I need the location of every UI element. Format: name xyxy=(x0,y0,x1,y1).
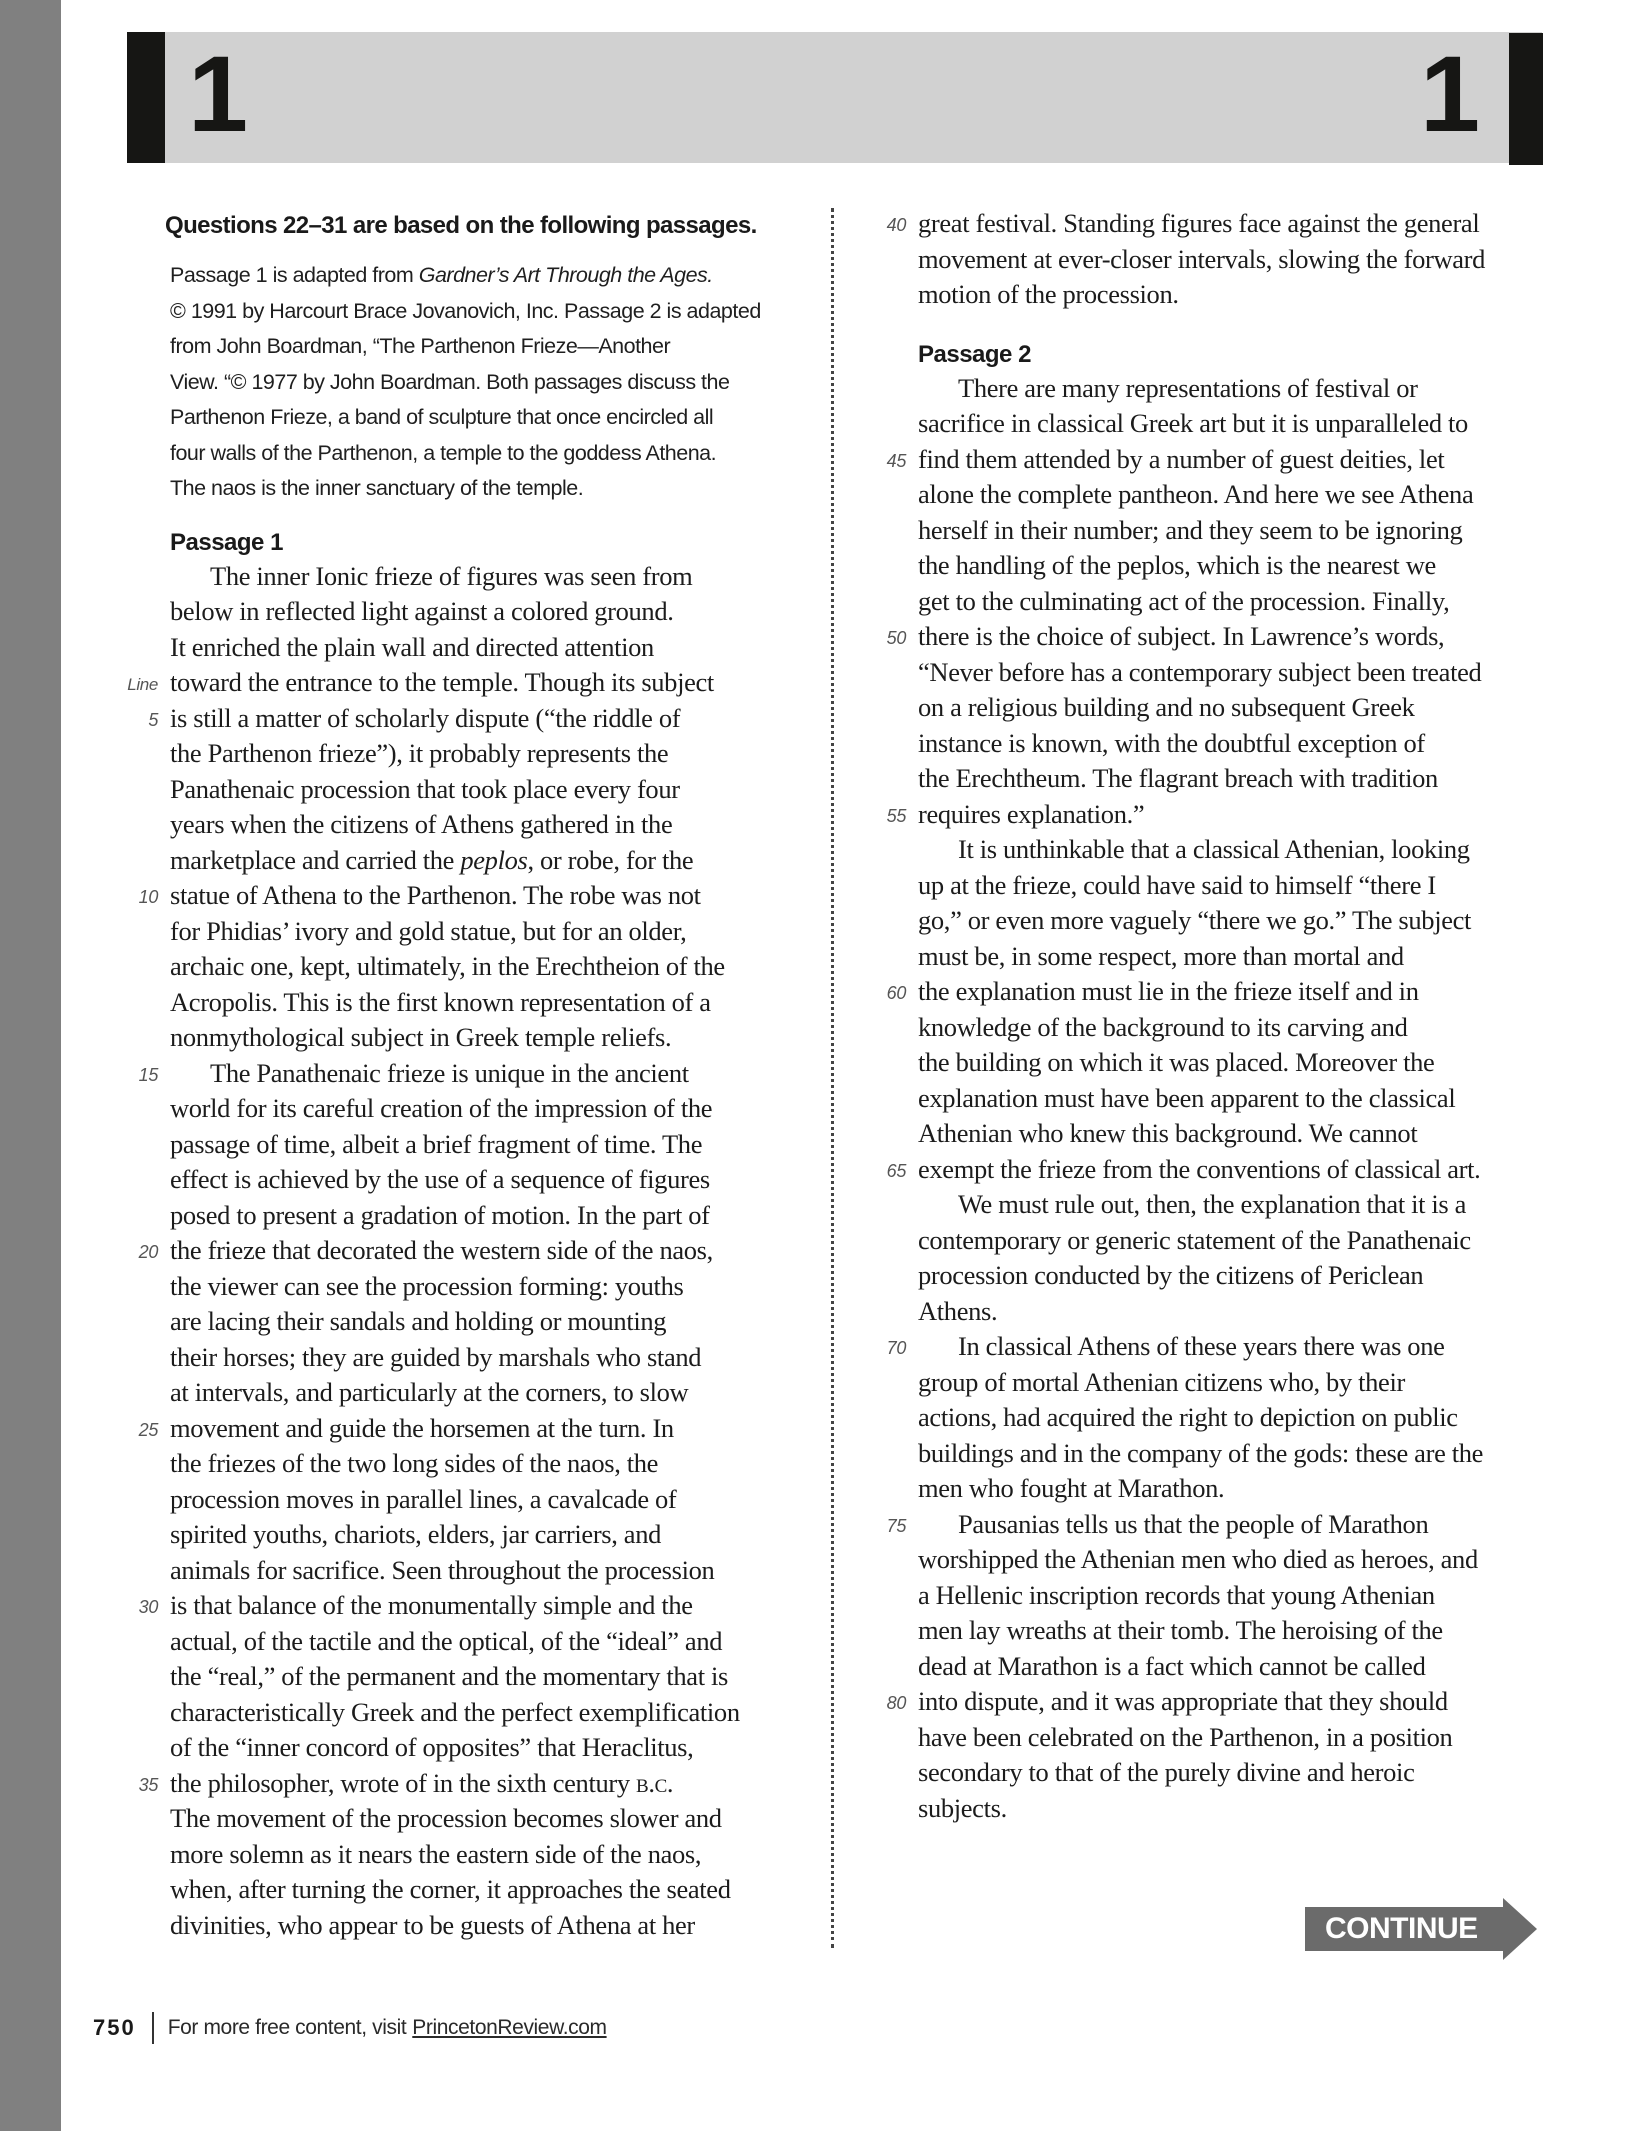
source-note-line: View. “© 1977 by John Boardman. Both passages discuss the xyxy=(170,369,730,394)
line-text: divinities, who appear to be guests of Athena at her xyxy=(170,1909,695,1940)
line-text: characteristically Greek and the perfect exemplification xyxy=(170,1696,740,1727)
passage-line xyxy=(138,1766,810,1802)
line-number: 40 xyxy=(886,215,906,235)
line-text: procession conducted by the citizens of Periclean xyxy=(918,1260,1424,1290)
source-note-line: from John Boardman, “The Parthenon Frieze—Another xyxy=(170,334,671,358)
footer-divider xyxy=(152,2012,154,2044)
passage-line xyxy=(170,1020,810,1056)
passage-line xyxy=(918,513,1558,549)
passage-line xyxy=(170,772,810,808)
line-text: Athenian who knew this background. We cannot xyxy=(918,1118,1418,1148)
passage-line xyxy=(918,726,1558,762)
line-text: toward the entrance to the temple. Though its subject xyxy=(170,667,714,697)
line-number: 50 xyxy=(886,628,906,648)
line-text: into dispute, and it was appropriate that they should xyxy=(918,1686,1448,1716)
passage-line xyxy=(138,1588,810,1624)
passage-line xyxy=(170,1127,810,1163)
passage-line xyxy=(170,1659,810,1695)
passage-line xyxy=(170,1908,810,1944)
passage-line xyxy=(918,939,1558,975)
passage-2-heading: Passage 2 xyxy=(918,340,1031,368)
passage-1-body-continued xyxy=(886,206,1558,313)
line-text: It is unthinkable that a classical Athenian, looking xyxy=(958,834,1470,864)
passage-line xyxy=(170,1801,810,1837)
passage-line xyxy=(170,1482,810,1518)
passage-line xyxy=(170,1837,810,1873)
passage-line xyxy=(918,1081,1558,1117)
passage-line xyxy=(170,1304,810,1340)
line-text: for Phidias’ ivory and gold statue, but for an older, xyxy=(170,915,687,946)
passage-line xyxy=(170,949,810,985)
passage-line xyxy=(918,1365,1558,1401)
line-text: the Parthenon frieze”), it probably represents the xyxy=(170,738,669,768)
passage-line xyxy=(918,690,1558,726)
section-number-left: 1 xyxy=(188,33,249,154)
line-text: We must rule out, then, the explanation that it is a xyxy=(958,1189,1467,1219)
passage-line xyxy=(170,559,810,595)
line-text: men who fought at Marathon. xyxy=(918,1473,1225,1503)
passage-line xyxy=(918,277,1558,313)
line-text: their horses; they are guided by marshals who stand xyxy=(170,1341,702,1372)
page-edge-strip xyxy=(0,0,61,2131)
line-text: procession moves in parallel lines, a cavalcade of xyxy=(170,1483,677,1514)
line-text: There are many representations of festival or xyxy=(958,372,1418,403)
passage-line xyxy=(918,1720,1558,1756)
passage-line xyxy=(918,1613,1558,1649)
passage-1-heading: Passage 1 xyxy=(170,528,283,556)
passage-line xyxy=(170,1375,810,1411)
line-text: requires explanation.” xyxy=(918,798,1145,829)
passage-line xyxy=(127,665,810,701)
left-column xyxy=(127,206,810,1943)
passage-line xyxy=(918,1045,1558,1081)
line-text: The inner Ionic frieze of figures was seen from xyxy=(210,560,693,591)
line-text: alone the complete pantheon. And here we see Athena xyxy=(918,479,1474,509)
line-number: 45 xyxy=(886,450,906,471)
passage-line xyxy=(886,206,1558,242)
line-text: a Hellenic inscription records that young Athenian xyxy=(918,1579,1435,1610)
line-text: archaic one, kept, ultimately, in the Erechtheion of the xyxy=(170,951,725,981)
line-text: effect is achieved by the use of a sequence of figures xyxy=(170,1164,710,1194)
passage-line xyxy=(918,761,1558,797)
passage-line xyxy=(138,1233,810,1269)
line-text: up at the frieze, could have said to himself “there I xyxy=(918,869,1436,900)
line-text: the frieze that decorated the western side of the naos, xyxy=(170,1235,713,1265)
line-text: on a religious building and no subsequent Greek xyxy=(918,692,1415,722)
section-number-right: 1 xyxy=(1420,33,1481,154)
line-text: Athens. xyxy=(918,1295,998,1326)
passage-line xyxy=(170,985,810,1021)
line-text: actual, of the tactile and the optical, of the “ideal” and xyxy=(170,1625,723,1656)
passage-line xyxy=(886,442,1558,478)
passage-line xyxy=(918,584,1558,620)
page-number: 750 xyxy=(93,2015,136,2040)
passage-line xyxy=(918,1258,1558,1294)
footer-text: For more free content, visit xyxy=(167,2016,407,2039)
line-text: worshipped the Athenian men who died as heroes, and xyxy=(918,1544,1478,1574)
line-text: the friezes of the two long sides of the naos, the xyxy=(170,1448,659,1478)
passage-line xyxy=(138,1056,810,1092)
line-number: 15 xyxy=(138,1064,158,1085)
passage-line xyxy=(918,371,1558,407)
line-text: the philosopher, wrote of in the sixth century b.c. xyxy=(170,1767,674,1798)
line-number: 80 xyxy=(886,1693,906,1713)
line-text: go,” or even more vaguely “there we go.” The subject xyxy=(918,905,1472,935)
line-text: posed to present a gradation of motion. In the part of xyxy=(170,1199,710,1230)
source-note-line: four walls of the Parthenon, a temple to the goddess Athena. xyxy=(170,440,717,465)
line-text: statue of Athena to the Parthenon. The robe was not xyxy=(170,880,701,910)
questions-heading: Questions 22–31 are based on the following passages. xyxy=(165,212,757,239)
era-abbrev: b.c. xyxy=(636,1767,674,1798)
passage-line xyxy=(918,1223,1558,1259)
line-number: 25 xyxy=(138,1419,158,1440)
passage-line xyxy=(886,1507,1558,1543)
line-text: exempt the frieze from the conventions of classical art. xyxy=(918,1153,1481,1184)
passage-line xyxy=(170,914,810,950)
passage-line xyxy=(918,1471,1558,1507)
line-text: herself in their number; and they seem to be ignoring xyxy=(918,514,1463,545)
line-text: below in reflected light against a colored ground. xyxy=(170,596,674,626)
passage-line xyxy=(918,1116,1558,1152)
italic-term: peplos xyxy=(460,844,528,875)
passage-line xyxy=(918,1187,1558,1223)
passage-line xyxy=(170,807,810,843)
passage-line xyxy=(918,1010,1558,1046)
line-text: spirited youths, chariots, elders, jar carriers, and xyxy=(170,1519,662,1549)
passage-line xyxy=(170,1269,810,1305)
line-text: group of mortal Athenian citizens who, by their xyxy=(918,1366,1405,1397)
line-text: animals for sacrifice. Seen throughout the procession xyxy=(170,1554,715,1585)
passage-line xyxy=(170,594,810,630)
line-text: of the “inner concord of opposites” that Heraclitus, xyxy=(170,1732,694,1762)
source-note-lines xyxy=(170,294,810,507)
line-text: The movement of the procession becomes slower and xyxy=(170,1803,722,1833)
passage-line xyxy=(918,655,1558,691)
passage-line xyxy=(918,1578,1558,1614)
passage-line xyxy=(170,1091,810,1127)
line-text: are lacing their sandals and holding or mounting xyxy=(170,1306,667,1336)
passage-line xyxy=(138,1411,810,1447)
line-number: 35 xyxy=(138,1774,158,1795)
passage-line xyxy=(886,619,1558,655)
line-text: explanation must have been apparent to the classical xyxy=(918,1082,1456,1113)
line-text: the Erechtheum. The flagrant breach with tradition xyxy=(918,763,1438,793)
passage-line xyxy=(918,1755,1558,1791)
line-text: passage of time, albeit a brief fragment of time. The xyxy=(170,1128,703,1159)
line-text: there is the choice of subject. In Lawrence’s words, xyxy=(918,621,1445,651)
continue-button[interactable] xyxy=(1305,1898,1555,1958)
passage-line xyxy=(170,1624,810,1660)
passage-line xyxy=(918,832,1558,868)
passage-line xyxy=(886,1329,1558,1365)
passage-line xyxy=(886,974,1558,1010)
column-divider xyxy=(831,208,834,1948)
line-text: contemporary or generic statement of the Panathenaic xyxy=(918,1224,1471,1255)
line-text: the handling of the peplos, which is the nearest we xyxy=(918,550,1436,580)
continue-label: CONTINUE xyxy=(1325,1912,1478,1945)
passage-line xyxy=(918,1400,1558,1436)
line-text: secondary to that of the purely divine and heroic xyxy=(918,1757,1415,1787)
line-text: subjects. xyxy=(918,1792,1007,1823)
right-column xyxy=(886,206,1558,1826)
line-text: when, after turning the corner, it approaches the seated xyxy=(170,1874,731,1904)
passage-line xyxy=(918,1542,1558,1578)
line-text: men lay wreaths at their tomb. The heroising of the xyxy=(918,1615,1443,1645)
line-text: the building on which it was placed. Moreover the xyxy=(918,1047,1435,1077)
line-text: world for its careful creation of the impression of the xyxy=(170,1093,713,1123)
arrow-right-icon xyxy=(1503,1898,1537,1960)
passage-2-body xyxy=(886,371,1558,1827)
passage-line xyxy=(170,1446,810,1482)
passage-line xyxy=(148,701,810,737)
line-text: marketplace and carried the peplos, or robe, for the xyxy=(170,844,694,875)
passage-line xyxy=(886,1684,1558,1720)
line-text: knowledge of the background to its carving and xyxy=(918,1011,1408,1042)
line-text: motion of the procession. xyxy=(918,279,1179,309)
passage-line xyxy=(138,878,810,914)
line-text: get to the culminating act of the procession. Finally, xyxy=(918,585,1450,616)
passage-line xyxy=(170,1730,810,1766)
line-number: 60 xyxy=(886,983,906,1003)
passage-line xyxy=(918,868,1558,904)
line-text: must be, in some respect, more than mortal and xyxy=(918,940,1404,971)
line-text: buildings and in the company of the gods: these are the xyxy=(918,1437,1484,1468)
line-number: 55 xyxy=(886,805,906,826)
line-number: 70 xyxy=(886,1338,906,1358)
passage-line xyxy=(170,1695,810,1731)
source-note-line: Parthenon Frieze, a band of sculpture that once encircled all xyxy=(170,405,714,429)
passage-line xyxy=(170,630,810,666)
line-text: years when the citizens of Athens gathered in the xyxy=(170,809,673,839)
passage-line xyxy=(918,1436,1558,1472)
princeton-review-link[interactable]: PrincetonReview.com xyxy=(412,2016,607,2039)
section-header-band xyxy=(127,32,1542,163)
line-text: movement and guide the horsemen at the turn. In xyxy=(170,1412,674,1443)
passage-line xyxy=(918,242,1558,278)
passage-line xyxy=(170,1553,810,1589)
source-title-italic: Gardner’s Art Through the Ages. xyxy=(418,263,713,287)
source-note-text: Passage 1 is adapted from xyxy=(170,263,419,287)
line-text: have been celebrated on the Parthenon, in a position xyxy=(918,1721,1453,1752)
passage-line xyxy=(886,1152,1558,1188)
passage-line xyxy=(170,1340,810,1376)
passage-line xyxy=(918,1649,1558,1685)
line-text: movement at ever-closer intervals, slowing the forward xyxy=(918,243,1486,274)
line-text: is still a matter of scholarly dispute (“the riddle of xyxy=(170,702,681,733)
passage-line xyxy=(918,477,1558,513)
line-text: Pausanias tells us that the people of Marathon xyxy=(958,1508,1429,1539)
line-text: is that balance of the monumentally simple and the xyxy=(170,1590,693,1620)
source-note-line xyxy=(170,258,810,294)
source-note xyxy=(170,258,810,507)
line-text: Acropolis. This is the first known representation of a xyxy=(170,986,711,1017)
line-text: In classical Athens of these years there was one xyxy=(958,1331,1445,1361)
passage-line xyxy=(170,1162,810,1198)
line-text: at intervals, and particularly at the corners, to slow xyxy=(170,1377,689,1407)
line-text: Panathenaic procession that took place every four xyxy=(170,773,680,804)
line-number: 20 xyxy=(138,1242,158,1262)
line-number: 30 xyxy=(138,1597,158,1617)
line-number: 5 xyxy=(148,709,158,730)
passage-line xyxy=(170,1872,810,1908)
line-text: the explanation must lie in the frieze itself and in xyxy=(918,976,1419,1006)
line-number: 65 xyxy=(886,1160,906,1181)
line-text: The Panathenaic frieze is unique in the ancient xyxy=(210,1057,689,1088)
passage-line xyxy=(170,843,810,879)
line-text: great festival. Standing figures face against the general xyxy=(918,208,1480,238)
line-number: 10 xyxy=(138,887,158,907)
passage-line xyxy=(170,1198,810,1234)
passage-line xyxy=(170,736,810,772)
passage-line xyxy=(918,406,1558,442)
line-text: more solemn as it nears the eastern side of the naos, xyxy=(170,1838,702,1869)
line-text: dead at Marathon is a fact which cannot be called xyxy=(918,1650,1426,1681)
section-header-left-bar xyxy=(127,32,165,163)
line-text: sacrifice in classical Greek art but it is unparalleled to xyxy=(918,408,1468,438)
section-header-right-bar xyxy=(1509,33,1543,165)
source-note-line: © 1991 by Harcourt Brace Jovanovich, Inc. Passage 2 is adapted xyxy=(170,298,761,323)
line-text: instance is known, with the doubtful exception of xyxy=(918,727,1425,758)
passage-line xyxy=(918,1791,1558,1827)
source-note-line: The naos is the inner sanctuary of the temple. xyxy=(170,476,584,500)
passage-line xyxy=(170,1517,810,1553)
line-text: the viewer can see the procession forming: youths xyxy=(170,1270,684,1301)
passage-line xyxy=(886,797,1558,833)
line-text: actions, had acquired the right to depiction on public xyxy=(918,1402,1458,1432)
line-text: It enriched the plain wall and directed attention xyxy=(170,631,654,662)
page-footer xyxy=(93,2012,607,2044)
passage-line xyxy=(918,1294,1558,1330)
line-text: find them attended by a number of guest deities, let xyxy=(918,443,1445,474)
passage-line xyxy=(918,548,1558,584)
passage-1-body xyxy=(127,559,810,1944)
line-text: “Never before has a contemporary subject been treated xyxy=(918,656,1482,687)
line-number: 75 xyxy=(886,1515,906,1536)
line-text: nonmythological subject in Greek temple reliefs. xyxy=(170,1022,672,1052)
line-text: the “real,” of the permanent and the momentary that is xyxy=(170,1661,728,1691)
line-number: Line xyxy=(127,675,158,694)
passage-line xyxy=(918,903,1558,939)
